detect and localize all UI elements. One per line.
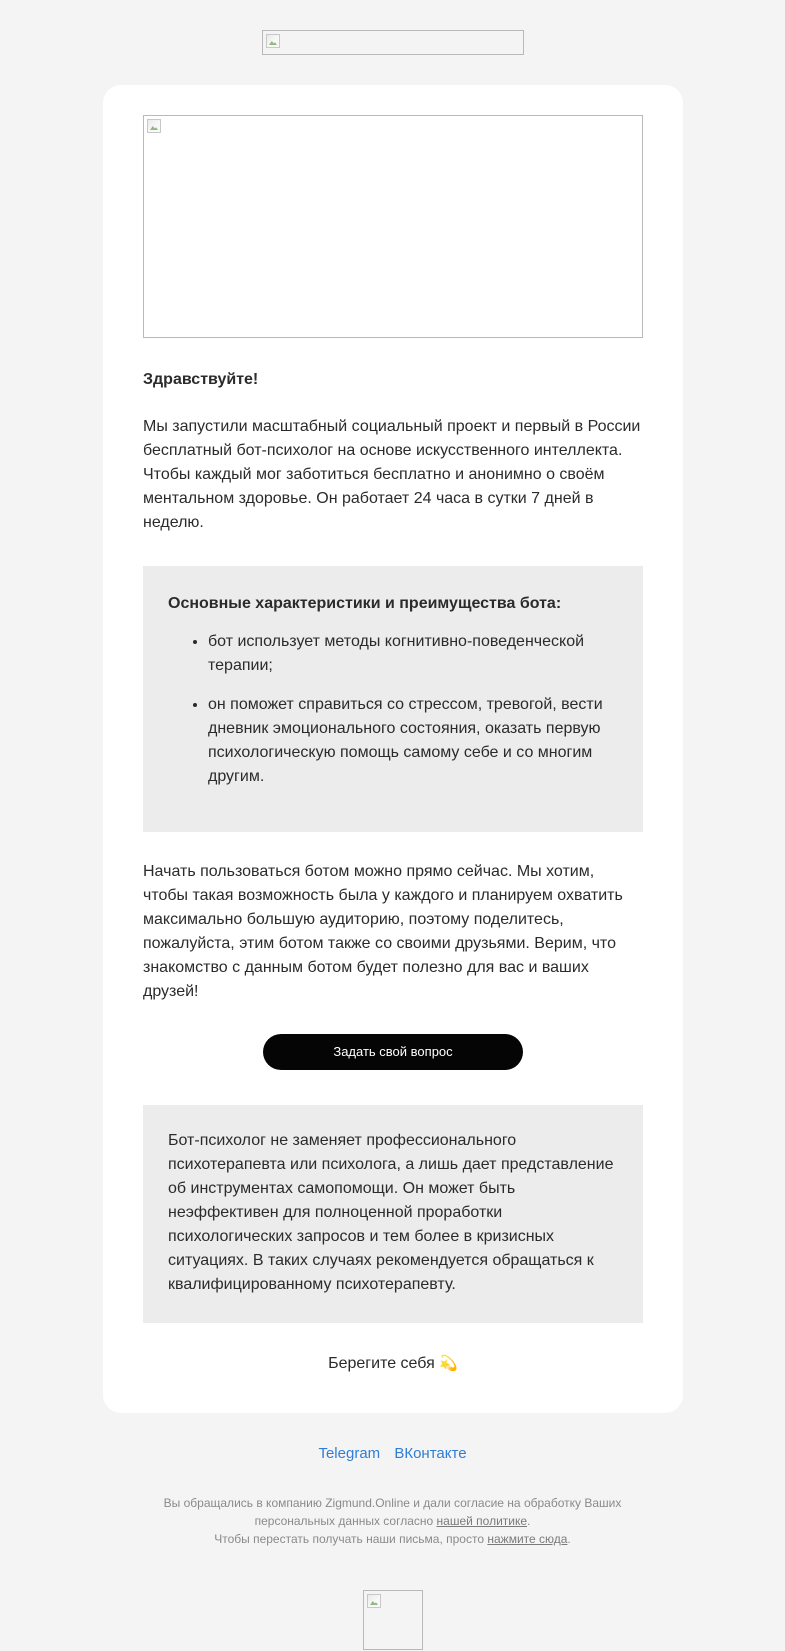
ask-question-button[interactable]: Задать свой вопрос [263,1034,523,1070]
feature-item-cbt: • бот использует методы когнитивно-поведенческой терапии; [208,630,618,678]
greeting-heading: Здравствуйте! [143,371,259,388]
cta-paragraph: Начать пользоваться ботом можно прямо сейчас. Мы хотим, чтобы такая возможность была у каждого и планируем охватить максимально большую аудиторию, поэтому поделитесь, пожалуйста, этим ботом также со своими друзьями. Верим, что знакомство с данным ботом будет полезно для вас и ваших друзей! [143,863,623,1000]
consent-text: Вы обращались в компанию Zigmund.Online и дали согласие на обработку Ваших персональных данных согласно [163,1496,622,1528]
disclaimer-panel [143,1105,643,1323]
vk-link[interactable]: ВКонтакте [394,1445,467,1462]
unsubscribe-text: Чтобы перестать получать наши письма, просто [214,1532,485,1546]
farewell-line [103,1352,683,1376]
feature-item-help: • он поможет справиться со стрессом, тревогой, вести дневник эмоционального состояния, оказать первую психологическую помощь самому себе и со многим другим. [208,693,618,789]
unsubscribe-link[interactable]: нажмите сюда [487,1532,568,1546]
privacy-policy-link[interactable]: нашей политике [436,1514,528,1528]
disclaimer-text: Бот-психолог не заменяет профессионального психотерапевта или психолога, а лишь дает представление об инструментах самопомощи. Он может быть неэффективен для полноценной проработки психологических запросов и тем более в кризисных ситуациях. В таких случаях рекомендуется обращаться к квалифицированному психотерапевту. [168,1132,614,1293]
unsubscribe-end: . [567,1532,571,1546]
features-title: Основные характеристики и преимущества бота: [168,595,562,612]
hero-image [143,115,643,338]
unsubscribe-notice [140,1530,645,1548]
dizzy-star-icon: 💫 [439,1355,458,1372]
email-card [103,85,683,1413]
farewell-text: Берегите себя [328,1355,435,1372]
intro-paragraph: Мы запустили масштабный социальный проект и первый в России бесплатный бот-психолог на основе искусственного интеллекта. Чтобы каждый мог заботиться бесплатно и анонимно о своём ментальном здоровье. Он работает 24 часа в сутки 7 дней в неделю. [143,418,641,531]
consent-notice [140,1494,645,1530]
telegram-link[interactable]: Telegram [318,1445,381,1462]
social-links [0,1443,785,1465]
features-panel [143,566,643,832]
footer-image [363,1590,423,1650]
features-list [168,630,618,789]
consent-end: . [527,1514,531,1528]
legal-footer [140,1494,645,1548]
header-logo-image [262,30,524,55]
